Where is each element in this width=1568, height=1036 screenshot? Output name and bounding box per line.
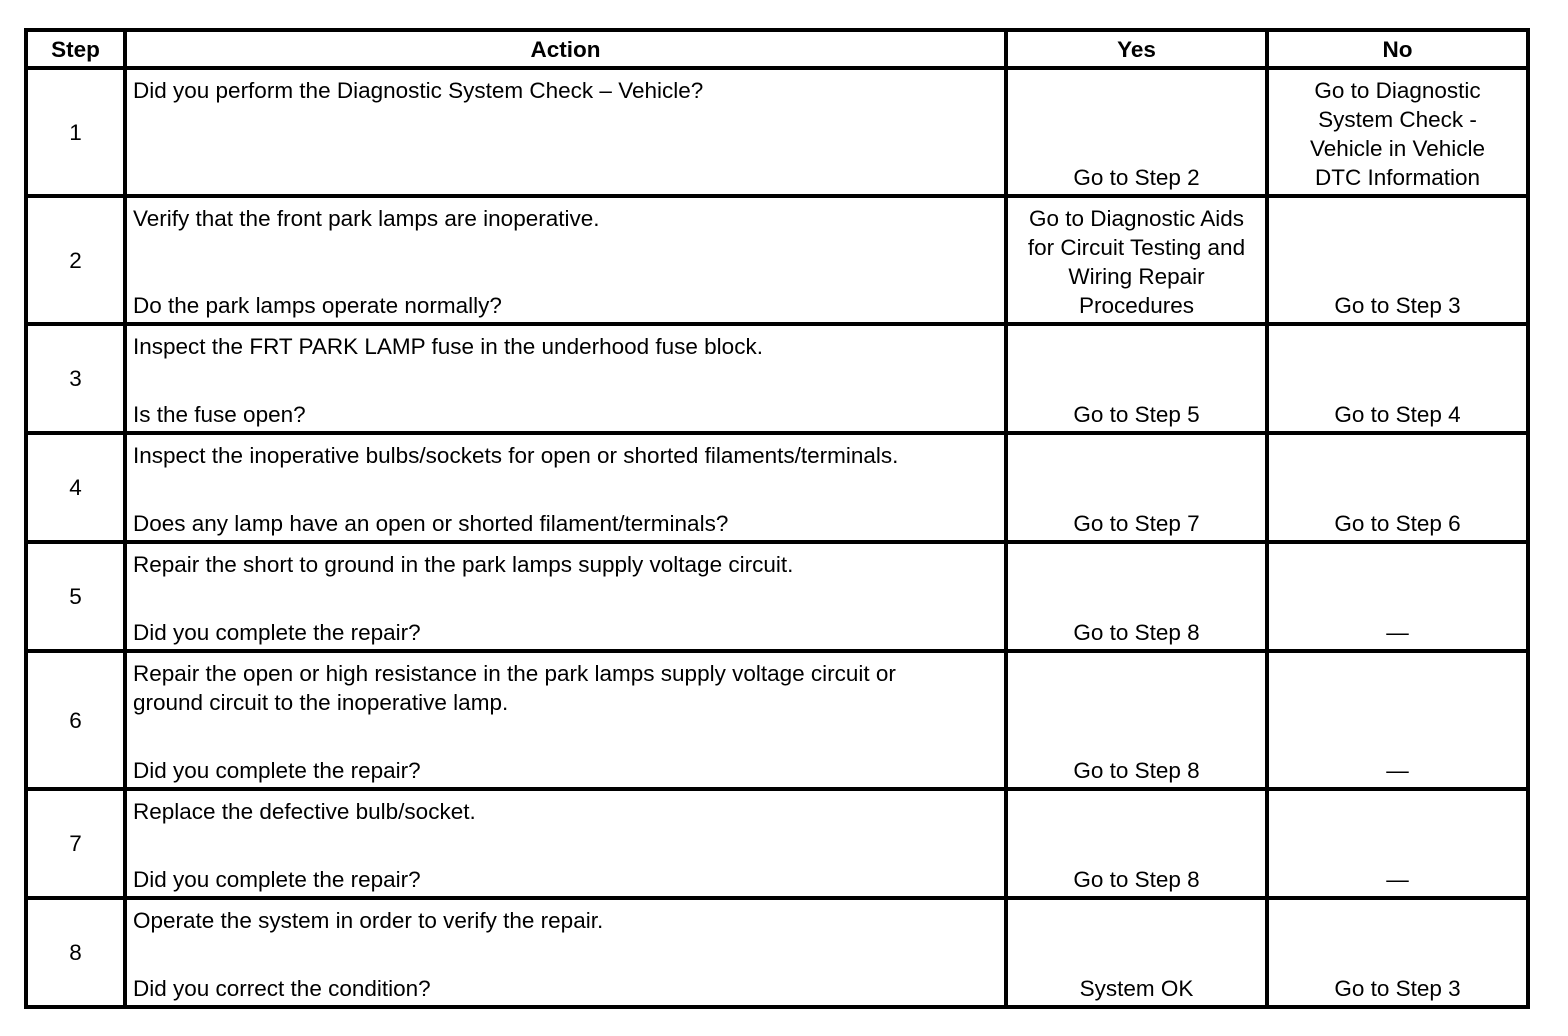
no-text: Go to Step 3	[1334, 976, 1461, 1001]
action-text: Repair the open or high resistance in the park lamps supply voltage circuit or ground circuit to the inoperative lamp.	[133, 661, 896, 715]
step-number: 4	[26, 433, 125, 542]
no-text: Go to Step 4	[1334, 402, 1461, 427]
no-cell	[1267, 324, 1528, 433]
no-cell	[1267, 542, 1528, 651]
question-text: Did you correct the condition?	[133, 976, 431, 1001]
no-text: Go to Step 3	[1334, 293, 1461, 318]
question-text: Do the park lamps operate normally?	[133, 293, 502, 318]
no-cell	[1267, 433, 1528, 542]
question-text: Did you complete the repair?	[133, 867, 421, 892]
table-row	[26, 898, 1528, 1007]
step-number: 3	[26, 324, 125, 433]
action-text: Repair the short to ground in the park lamps supply voltage circuit.	[133, 552, 794, 577]
question-text: Did you complete the repair?	[133, 620, 421, 645]
no-cell	[1267, 651, 1528, 789]
yes-text: Go to Diagnostic Aids for Circuit Testing and Wiring Repair Procedures	[1027, 206, 1246, 318]
action-cell	[125, 542, 1006, 651]
table-row	[26, 542, 1528, 651]
step-number: 7	[26, 789, 125, 898]
header-step: Step	[26, 30, 125, 68]
table-row	[26, 324, 1528, 433]
yes-text: System OK	[1079, 976, 1194, 1001]
yes-text: Go to Step 8	[1073, 620, 1200, 645]
diagnostic-table	[24, 28, 1530, 1009]
yes-text: Go to Step 7	[1073, 511, 1200, 536]
no-cell	[1267, 898, 1528, 1007]
yes-cell	[1006, 651, 1267, 789]
yes-cell	[1006, 898, 1267, 1007]
yes-cell	[1006, 789, 1267, 898]
table-row	[26, 651, 1528, 789]
action-text: Verify that the front park lamps are inoperative.	[133, 206, 600, 231]
action-cell	[125, 324, 1006, 433]
header-no: No	[1267, 30, 1528, 68]
yes-cell	[1006, 324, 1267, 433]
yes-cell	[1006, 68, 1267, 196]
question-text: Did you complete the repair?	[133, 758, 421, 783]
yes-text: Go to Step 8	[1073, 867, 1200, 892]
table-row	[26, 196, 1528, 324]
no-text: —	[1386, 620, 1409, 645]
no-text: Go to Step 6	[1334, 511, 1461, 536]
header-row	[26, 30, 1528, 68]
header-action: Action	[125, 30, 1006, 68]
yes-cell	[1006, 196, 1267, 324]
yes-text: Go to Step 2	[1073, 165, 1200, 190]
action-text: Operate the system in order to verify the repair.	[133, 908, 604, 933]
no-cell	[1267, 68, 1528, 196]
yes-cell	[1006, 542, 1267, 651]
action-cell	[125, 68, 1006, 196]
step-number: 8	[26, 898, 125, 1007]
step-number: 2	[26, 196, 125, 324]
question-text: Does any lamp have an open or shorted filament/terminals?	[133, 511, 729, 536]
action-text: Replace the defective bulb/socket.	[133, 799, 476, 824]
table-row	[26, 789, 1528, 898]
question-text: Is the fuse open?	[133, 402, 306, 427]
action-text: Did you perform the Diagnostic System Check – Vehicle?	[133, 78, 704, 103]
action-text: Inspect the inoperative bulbs/sockets for open or shorted filaments/terminals.	[133, 443, 899, 468]
step-number: 1	[26, 68, 125, 196]
yes-text: Go to Step 5	[1073, 402, 1200, 427]
table-row	[26, 68, 1528, 196]
action-cell	[125, 789, 1006, 898]
no-cell	[1267, 789, 1528, 898]
action-text: Inspect the FRT PARK LAMP fuse in the underhood fuse block.	[133, 334, 763, 359]
action-cell	[125, 651, 1006, 789]
no-text: —	[1386, 867, 1409, 892]
action-cell	[125, 898, 1006, 1007]
no-text: —	[1386, 758, 1409, 783]
no-text: Go to Diagnostic System Check - Vehicle in Vehicle DTC Information	[1309, 78, 1486, 190]
yes-cell	[1006, 433, 1267, 542]
step-number: 5	[26, 542, 125, 651]
action-cell	[125, 196, 1006, 324]
yes-text: Go to Step 8	[1073, 758, 1200, 783]
step-number: 6	[26, 651, 125, 789]
no-cell	[1267, 196, 1528, 324]
action-cell	[125, 433, 1006, 542]
header-yes: Yes	[1006, 30, 1267, 68]
table-row	[26, 433, 1528, 542]
